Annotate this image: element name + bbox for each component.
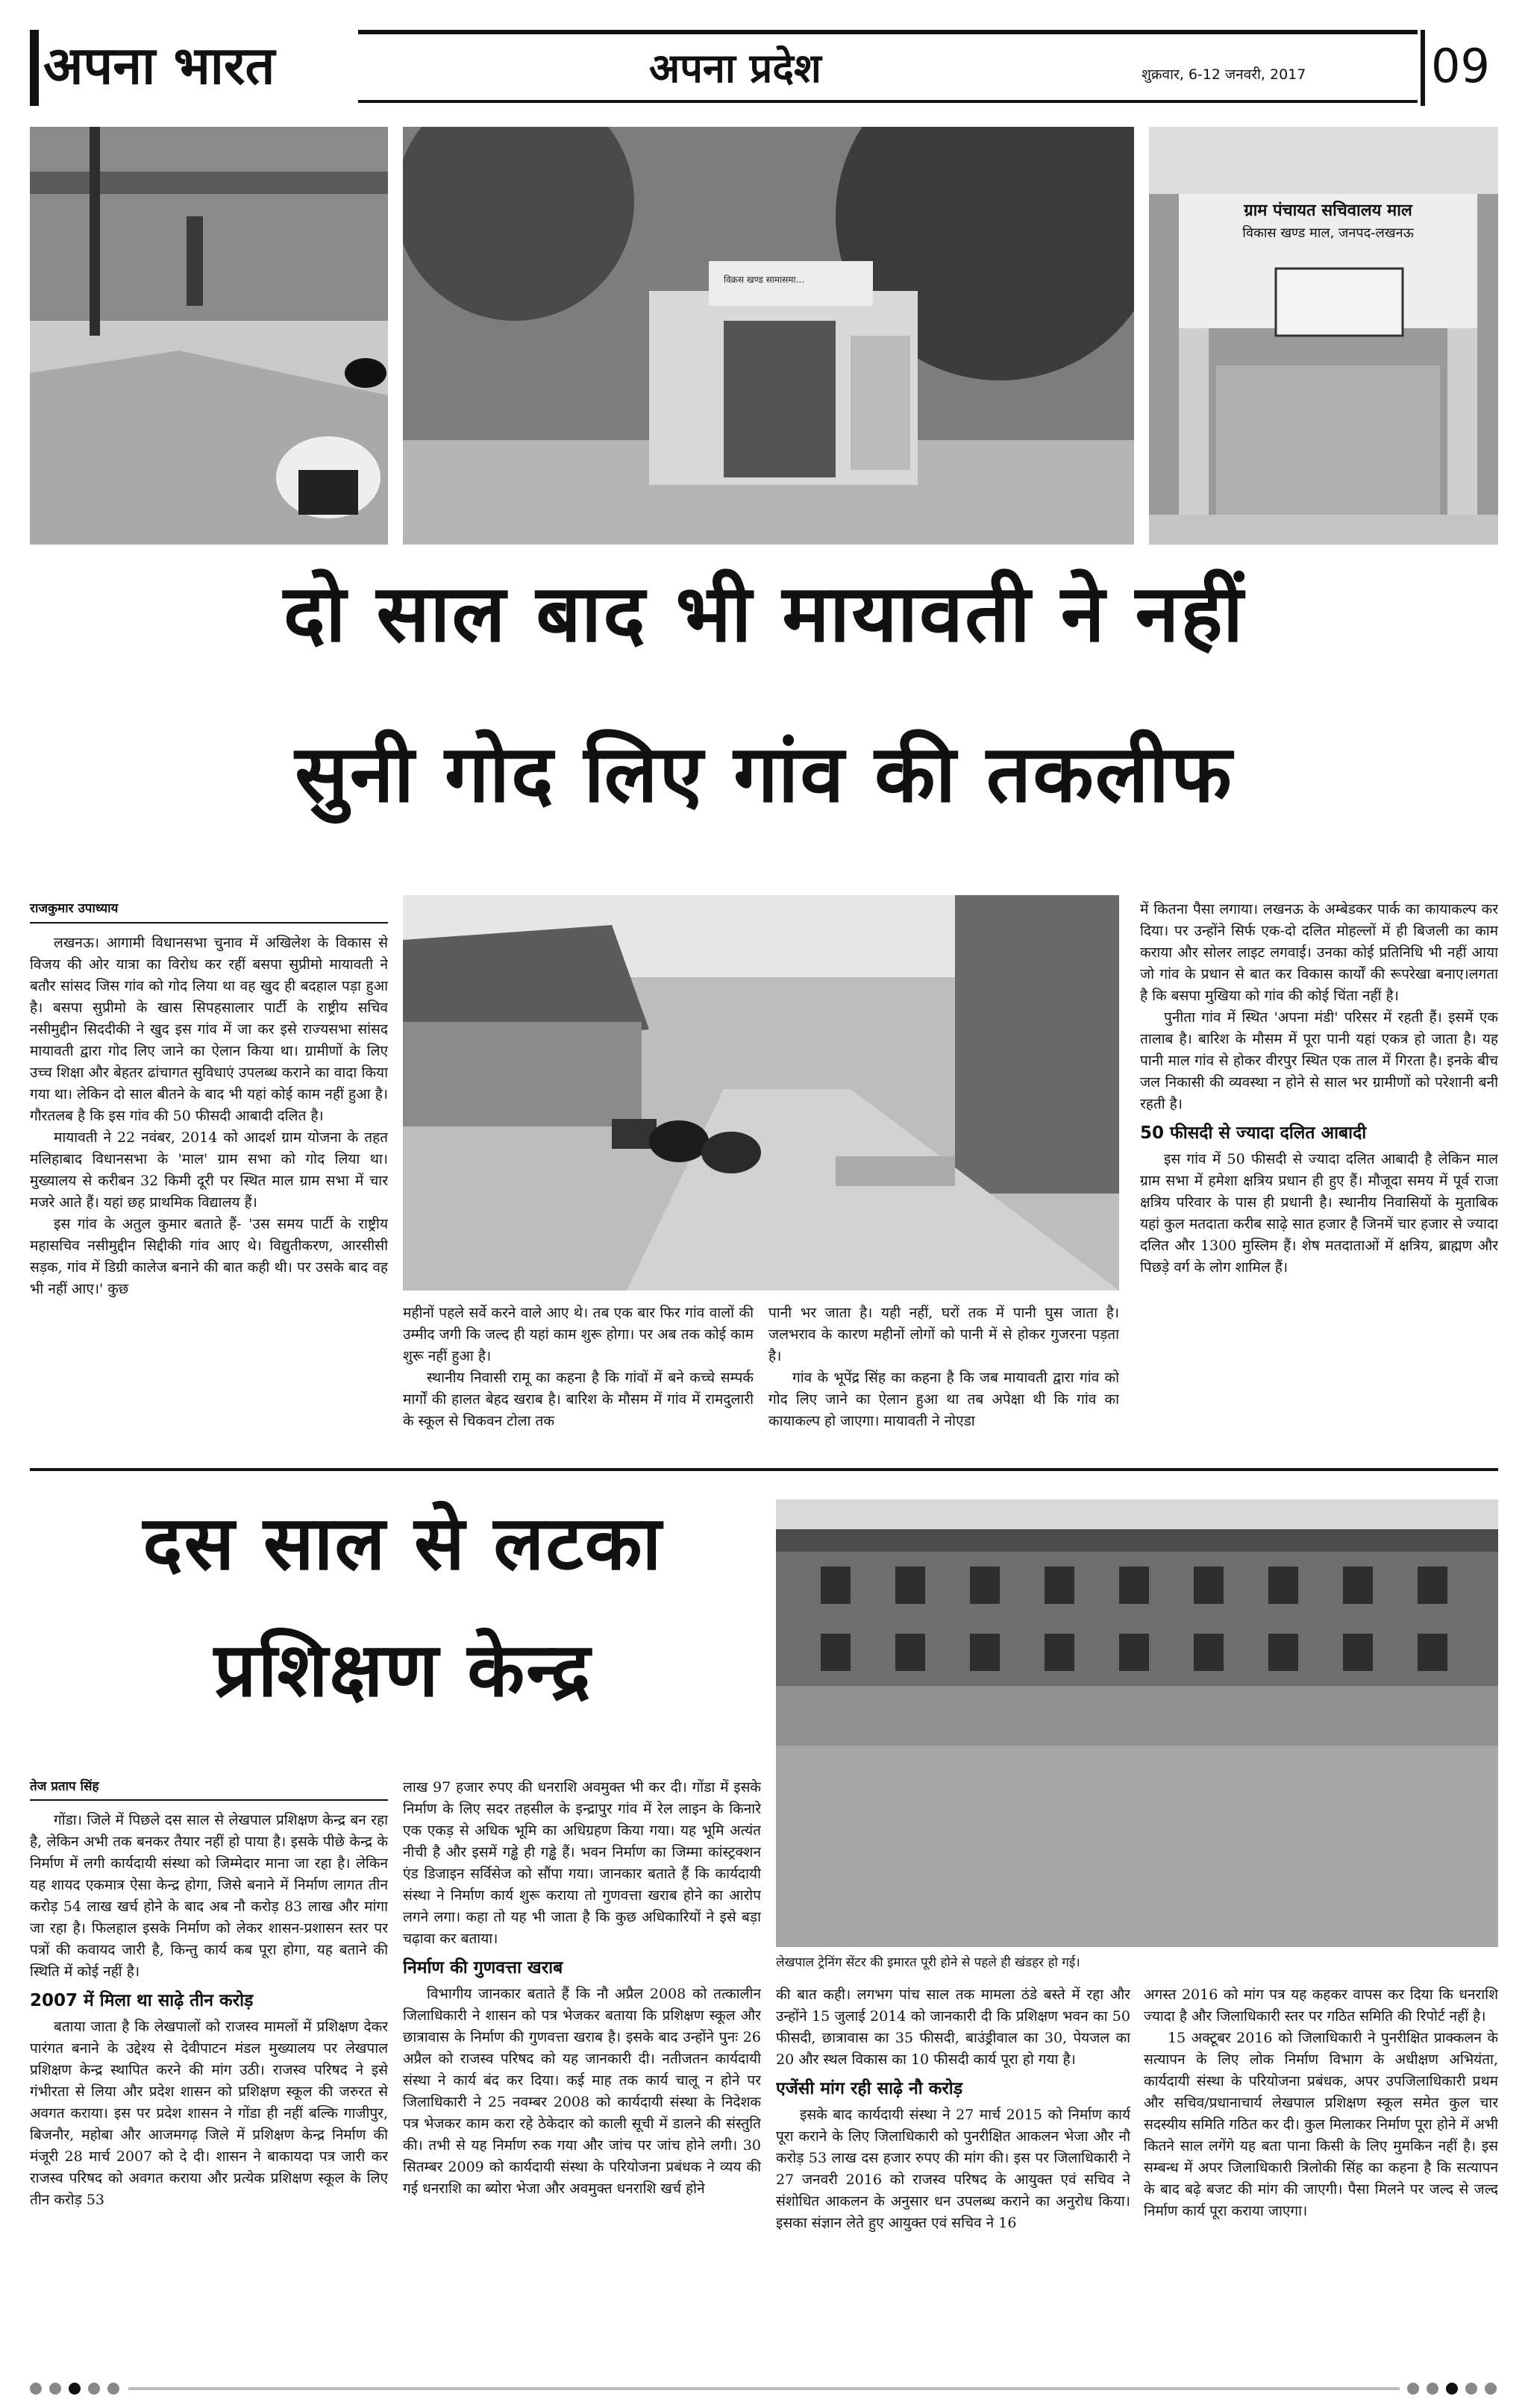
panchayat-sign-line1: ग्राम पंचायत सचिवालय माल [1244, 201, 1412, 220]
footer-dot [49, 2383, 61, 2395]
story1-col1-para-1: लखनऊ। आगामी विधानसभा चुनाव में अखिलेश के विकास से विजय की ओर यात्रा का विरोध कर रहीं बसपा सुप्रीमो मायावती ने बतौर सांसद जिस गांव को गोद लिया था वह खुद ही बदहाल पड़ा हुआ है। बसपा सुप्रीमो के खास सिपहसालार पार्टी के राष्ट्रीय सचिव नसीमुद्दीन सिददीकी ने खुद इस गांव में जा कर इसे राज्यसभा सांसद मायावती द्वारा गोद लिए जाने का ऐलान किया था। ग्रामीणों के लिए उच्च शिक्षा और बेहतर ढांचागत सुविधाएं उपलब्ध कराने का वादा किया गया था। लेकिन दो साल बीतने के बाद भी यहां कोई काम नहीं हुआ है। गौरतलब है कि इस गांव की 50 फीसदी आबादी दलित है। [30, 935, 388, 1124]
footer-dot [1485, 2383, 1497, 2395]
training-centre-ruin-photo [776, 1499, 1498, 1947]
page-number: 09 [1431, 39, 1490, 93]
footer-dot [107, 2383, 119, 2395]
footer-dot-bar [0, 2380, 1528, 2398]
story2-col1-para-1: गोंडा। जिले में पिछले दस साल से लेखपाल प्रशिक्षण केन्द्र बन रहा है, लेकिन अभी तक बनकर तैयार नहीं हो पाया है। इसके पीछे केन्द्र के निर्माण में लगी कार्यदायी संस्था को जिम्मेदार माना जा रहा है। लेकिन यह शायद एकमात्र ऐसा केन्द्र होगा, जिसे बनाने में निर्माण लागत तीन करोड़ 54 लाख खर्च होने के बाद अब नौ करोड़ 83 लाख और मांगा जा रहा है। फिलहाल इसके निर्माण को लेकर शासन-प्रशासन स्तर पर पत्रों की कवायद जारी है, किन्तु कार्य कब पूरा होगा, यह बताने की स्थिति में कोई नहीं है। [30, 1812, 388, 1980]
story2-col4-para-2: 15 अक्टूबर 2016 को जिलाधिकारी ने पुनरीक्षित प्राक्कलन के सत्यापन के लिए लोक निर्माण विभाग के अधीक्षण अभियंता, कार्यदायी संस्था के परियोजना प्रबंधक, अपर उपजिलाधिकारी प्रथम और सचिव/प्रधानाचार्य लेखपाल प्रशिक्षण स्कूल समेत कुल चार सदस्यीय समिति गठित कर दी। कुल मिलाकर निर्माण पूरा होने में अभी कितने साल लगेंगे यह बता पाना किसी के लिए मुमकिन नहीं है। इस सम्बन्ध में अपर जिलाधिकारी त्रिलोकी सिंह का कहना है कि सत्यापन के बाद बढ़े बजट की मांग की जाएगी। पैसा मिलने पर जल्द से जल्द निर्माण कार्य पूरा कराया जाएगा। [1144, 2030, 1498, 2219]
story2-col3-para-1: की बात कही। लगभग पांच साल तक मामला ठंडे बस्ते में रहा और उन्होंने 15 जुलाई 2014 को जानकारी दी कि प्रशिक्षण भवन का 50 फीसदी, छात्रावास का 35 फीसदी, बाउंड्रीवाल का 30, पेयजल का 20 और स्थल विकास का 10 फीसदी कार्य पूरा हो गया है। [776, 1987, 1130, 2068]
gram-panchayat-sachivalay-photo [1149, 127, 1498, 545]
story2-col1-subhead: 2007 में मिला था साढ़े तीन करोड़ [30, 1991, 254, 2010]
story1-col2-para-1: महीनों पहले सर्वे करने वाले आए थे। तब एक बार फिर गांव वालों की उम्मीद जगी कि जल्द ही यहां काम शुरू होगा। पर अब तक कोई काम शुरू नहीं हुआ है। [403, 1305, 754, 1364]
masthead-left-bar [30, 30, 39, 106]
story1-col1-para-2: मायावती ने 22 नवंबर, 2014 को आदर्श ग्राम योजना के तहत मलिहाबाद विधानसभा के 'माल' ग्राम सभा को गोद लिया था। मुख्यालय से करीबन 32 किमी दूरी पर स्थित माल ग्राम सभा में चार मजरे आते हैं। यहां छह प्राथमिक विद्यालय हैं। [30, 1129, 388, 1211]
story1-headline-line2: सुनी गोद लिए गांव की तकलीफ [295, 728, 1233, 820]
story1-col2-para-2: स्थानीय निवासी रामू का कहना है कि गांवों में बने कच्चे सम्पर्क मार्गों की हालत बेहद खराब है। बारिश के मौसम में गांव में रामदुलारी के स्कूल से चिकवन टोला तक [403, 1370, 754, 1429]
story1-col4-para-1: में कितना पैसा लगाया। लखनऊ के अम्बेडकर पार्क का कायाकल्प कर दिया। पर उन्होंने सिर्फ एक-दो दलित मोहल्लों में ही बिजली का काम कराया और सोलर लाइट लगवाई। उनका कोई प्रतिनिधि भी नहीं आया जो गांव के प्रधान से बात कर विकास कार्यों की रूपरेखा बनाए।लगता है कि बसपा मुखिया को गांव की कोई चिंता नहीं है। [1140, 901, 1498, 1004]
masthead-logo: अपना भारत [43, 34, 275, 96]
story1-headline-line1: दो साल बाद भी मायावती ने नहीं [283, 568, 1245, 659]
masthead-bottom-rule [358, 100, 1418, 103]
story1-byline-rule [30, 922, 388, 924]
story1-col4-para-2: पुनीता गांव में स्थित 'अपना मंडी' परिसर में रहती हैं। इसमें एक तालाब है। बारिश के मौसम में पूरा पानी यहां एकत्र हो जाता है। यह पानी माल गांव से होकर वीरपुर स्थित एक ताल में गिरता है। इनके बीच जल निकासी की व्यवस्था न होने से साल भर ग्रामीणों को परेशानी बनी रहती है। [1140, 1009, 1498, 1112]
story2-col2-subhead: निर्माण की गुणवत्ता खराब [403, 1958, 563, 1978]
story2-col4-para-1: अगस्त 2016 को मांग पत्र यह कहकर वापस कर दिया कि धनराशि ज्यादा है और जिलाधिकारी स्तर पर गठित समिति की रिपोर्ट नहीं है। [1144, 1987, 1498, 2025]
village-street-cattle-photo [403, 895, 1119, 1291]
story1-byline: राजकुमार उपाध्याय [30, 901, 119, 916]
footer-dot [88, 2383, 100, 2395]
story2-photo-caption: लेखपाल ट्रेनिंग सेंटर की इमारत पूरी होने से पहले ही खंडहर हो गई। [776, 1955, 1080, 1970]
story1-column-2 [403, 1302, 754, 1452]
masthead-date: शुक्रवार, 6-12 जनवरी, 2017 [1142, 66, 1306, 83]
story1-column-4 [1140, 899, 1498, 1455]
story1-col3-para-1: पानी भर जाता है। यही नहीं, घरों तक में पानी घुस जाता है। जलभराव के कारण महीनों लोगों को पानी में से होकर गुजरना पड़ता है। [768, 1305, 1119, 1364]
footer-dot [1446, 2383, 1458, 2395]
village-path-goats-photo [30, 127, 388, 545]
story2-byline-rule [30, 1799, 388, 1801]
masthead-section: अपना प्रदेश [649, 45, 821, 92]
story2-byline: तेज प्रताप सिंह [30, 1779, 99, 1794]
footer-dot [1465, 2383, 1477, 2395]
story1-col4-para-3: इस गांव में 50 फीसदी से ज्यादा दलित आबादी है लेकिन माल ग्राम सभा में हमेशा क्षत्रिय प्रधान ही हुए हैं। मौजूदा समय में पूर्व राजा क्षत्रिय परिवार के पास ही प्रधानी है। स्थानीय निवासियों के मुताबिक यहां कुल मतदाता करीब साढ़े सात हजार है जिनमें चार हजार से ज्यादा दलित और 1300 मुस्लिम हैं। शेष मतदाताओं में क्षत्रिय, ब्राह्मण और पिछड़े वर्ग के लोग शामिल हैं। [1140, 1151, 1498, 1276]
story-divider [30, 1468, 1498, 1471]
footer-rule [128, 2387, 1400, 2390]
story2-col2-para-2: विभागीय जानकार बताते हैं कि नौ अप्रैल 2008 को तत्कालीन जिलाधिकारी ने शासन को पत्र भेजकर बताया कि प्रशिक्षण स्कूल और छात्रावास के निर्माण की गुणवत्ता खराब है। इसके बाद उन्होंने पुनः 26 अप्रैल को राजस्व परिषद को यह जानकारी दी। नतीजतन कार्यदायी संस्था ने कार्य बंद कर दिया। कई माह तक कार्य चालू न होने पर जिलाधिकारी ने 25 नवम्बर 2008 को कार्यदायी संस्था के निदेशक पत्र भेजकर काम करा रहे ठेकेदार को काली सूची में डालने की संस्तुति की। तभी से यह निर्माण रुक गया और जांच पर जांच होने लगी। 30 सितम्बर 2009 को कार्यदायी संस्था के परियोजना प्रबंधक ने व्यय की गई धनराशि का ब्योरा भेजा और अवमुक्त धनराशि खर्च होने [403, 1986, 761, 2197]
story1-col1-para-3: इस गांव के अतुल कुमार बताते हैं- 'उस समय पार्टी के राष्ट्रीय महासचिव नसीमुद्दीन सिद्दीकी गांव आए थे। विद्युतीकरण, आरसीसी सड़क, गांव में डिग्री कालेज बनाने की बात कही थी। पर उसके बाद वह भी नहीं आए।' कुछ [30, 1216, 388, 1297]
panchayat-gate-trees-photo [403, 127, 1134, 545]
story2-column-1 [30, 1810, 388, 2362]
story2-col3-subhead: एजेंसी मांग रही साढ़े नौ करोड़ [776, 2079, 963, 2098]
masthead-page-divider [1421, 30, 1425, 106]
masthead-top-rule [358, 30, 1418, 34]
footer-dot [1427, 2383, 1438, 2395]
gate-sign-text: विक्रस खण्ड सामासमा... [724, 275, 805, 285]
story2-col2-para-1: लाख 97 हजार रुपए की धनराशि अवमुक्त भी कर दी। गोंडा में इसके निर्माण के लिए सदर तहसील के इन्द्रापुर गांव में रेल लाइन के किनारे एक एकड़ से अधिक भूमि का अधिग्रहण किया गया। यह भूमि अत्यंत नीची है और इसमें गड्ढे ही गड्ढे हैं। भवन निर्माण का जिम्मा कांस्ट्रक्शन एंड डिजाइन सर्विसेज को सौंपा गया। जानकार बताते हैं कि कार्यदायी संस्था ने निर्माण कार्य शुरू कराया तो गुणवत्ता खराब होने का आरोप लगने लगा। कहा तो यह भी जाता है कि कुछ अधिकारियों ने इसे बड़ा चढ़ावा कर बताया। [403, 1779, 761, 1947]
story2-column-2 [403, 1777, 761, 2362]
panchayat-sign-line2: विकास खण्ड माल, जनपद-लखनऊ [1242, 225, 1414, 241]
footer-dot [69, 2383, 81, 2395]
story2-column-3 [776, 1984, 1130, 2362]
story2-col1-para-2: बताया जाता है कि लेखपालों को राजस्व मामलों में प्रशिक्षण देकर पारंगत बनाने के उद्देश्य से देवीपाटन मंडल मुख्यालय पर लेखपाल प्रशिक्षण केन्द्र स्थापित करने की मांग उठी। राजस्व परिषद ने इसे गंभीरता से लिया और प्रदेश शासन को प्रशिक्षण स्कूल की जरुरत से अवगत कराया। इस पर प्रदेश शासन ने गोंडा ही नहीं बल्कि गाजीपुर, बिजनौर, महोबा और आजमगढ़ जिले में प्रशिक्षण केन्द्र निर्माण की मंजूरी 28 मार्च 2007 को दे दी। शासन ने बाकायदा पत्र जारी कर राजस्व परिषद को अवगत कराया और प्रत्येक प्रशिक्षण स्कूल के लिए तीन करोड़ 53 [30, 2019, 388, 2208]
story2-col3-para-2: इसके बाद कार्यदायी संस्था ने 27 मार्च 2015 को निर्माण कार्य पूरा कराने के लिए जिलाधिकारी को पुनरीक्षित आकलन भेजा और नौ करोड़ 53 लाख दस हजार रुपए की मांग की। इस पर जिलाधिकारी ने 27 जनवरी 2016 को राजस्व परिषद के आयुक्त एवं सचिव ने संशोधित आकलन के अनुसार धन उपलब्ध कराने का अनुरोध किया। इसका संज्ञान लेते हुए आयुक्त एवं सचिव ने 16 [776, 2107, 1130, 2231]
story2-headline-line1: दस साल से लटका [143, 1499, 663, 1587]
story1-col3-para-2: गांव के भूपेंद्र सिंह का कहना है कि जब मायावती द्वारा गांव को गोद लिए जाने का ऐलान हुआ था तब अपेक्षा थी कि गांव का कायाकल्प हो जाएगा। मायावती ने नोएडा [768, 1370, 1119, 1429]
footer-dot [30, 2383, 42, 2395]
story2-headline-line2: प्रशिक्षण केन्द्र [213, 1626, 592, 1713]
story1-column-3 [768, 1302, 1119, 1452]
story2-column-4 [1144, 1984, 1498, 2362]
footer-dot [1407, 2383, 1419, 2395]
story1-column-1 [30, 932, 388, 1455]
story1-col4-subhead: 50 फीसदी से ज्यादा दलित आबादी [1140, 1123, 1367, 1143]
